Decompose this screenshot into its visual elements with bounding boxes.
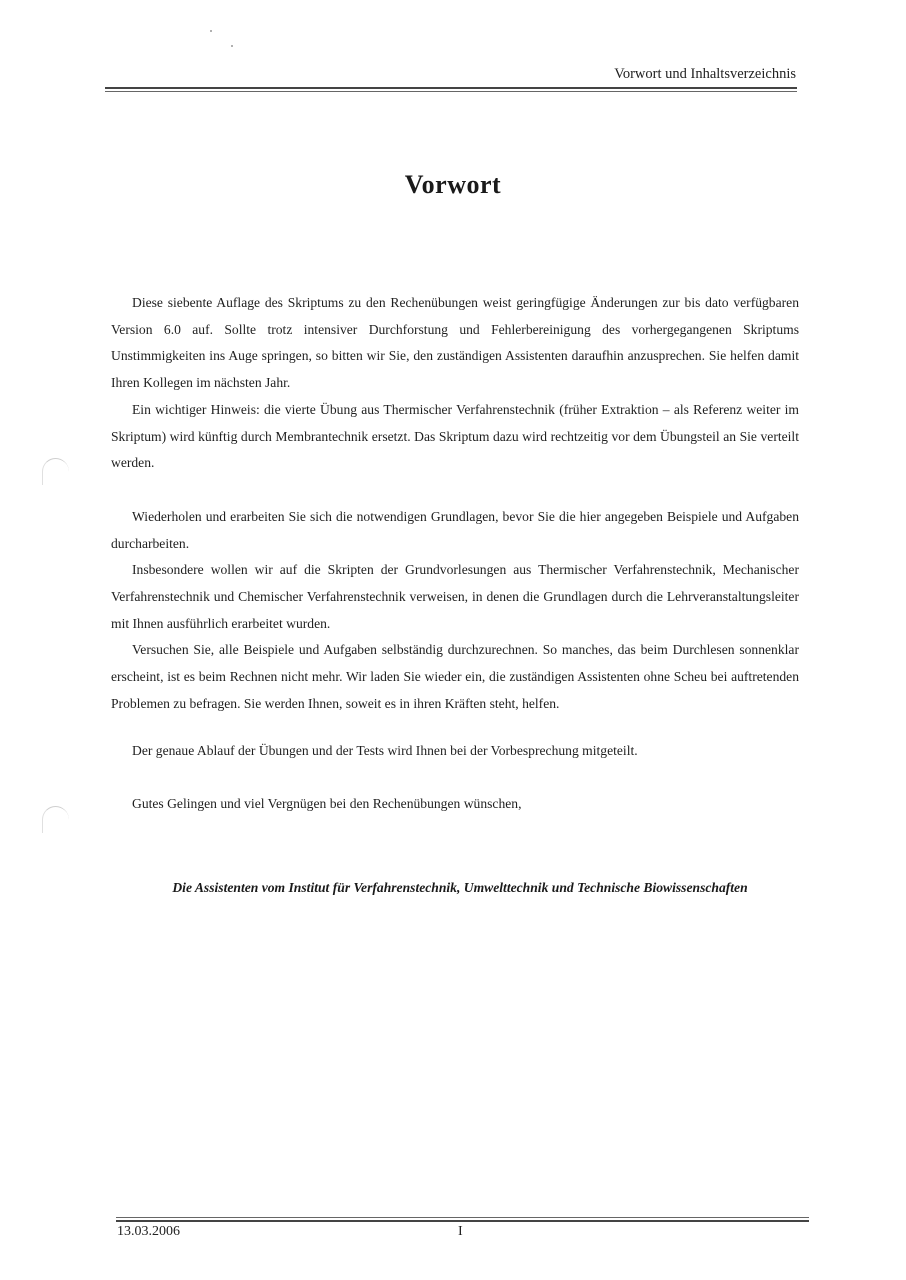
header-rule — [105, 91, 797, 92]
page-number: I — [458, 1224, 463, 1239]
paragraph: Gutes Gelingen und viel Vergnügen bei den Rechenübungen wünschen, — [132, 796, 522, 812]
signature-line: Die Assistenten vom Institut für Verfahrenstechnik, Umwelttechnik und Technische Biowissenschaften — [172, 880, 748, 895]
header-rule — [105, 87, 797, 89]
punch-hole-mark — [42, 458, 69, 485]
paragraph: Diese siebente Auflage des Skriptums zu den Rechenübungen weist geringfügige Änderungen zur bis dato verfügbaren Version 6.0 auf. Sollte trotz intensiver Durchforstung und Fehlerbereinigung des vorhergegangenen Skriptums Unstimmigkeiten ins Auge springen, so bitten wir Sie, den zuständigen Assistenten daraufhin anzusprechen. Sie helfen damit Ihren Kollegen im nächsten Jahr. — [111, 295, 799, 391]
paragraph: Ein wichtiger Hinweis: die vierte Übung aus Thermischer Verfahrenstechnik (früher Extraktion – als Referenz weiter im Skriptum) wird künftig durch Membrantechnik ersetzt. Das Skriptum dazu wird rechtzeitig vor dem Übungsteil an Sie verteilt werden. — [111, 401, 799, 471]
paragraph: Versuchen Sie, alle Beispiele und Aufgaben selbständig durchzurechnen. So manches, das beim Durchlesen sonnenklar erscheint, ist es beim Rechnen nicht mehr. Wir laden Sie wieder ein, die zuständigen Assistenten ohne Scheu bei auftretenden Problemen zu befragen. Sie werden Ihnen, soweit es in ihren Kräften steht, helfen. — [111, 642, 799, 711]
paragraph: Der genaue Ablauf der Übungen und der Tests wird Ihnen bei der Vorbesprechung mitgeteilt. — [132, 742, 638, 758]
running-header: Vorwort und Inhaltsverzeichnis — [614, 66, 796, 82]
page-title: Vorwort — [404, 170, 502, 199]
punch-hole-mark — [42, 806, 69, 833]
paragraph: Wiederholen und erarbeiten Sie sich die notwendigen Grundlagen, bevor Sie die hier angegeben Beispiele und Aufgaben durcharbeiten. — [111, 508, 799, 551]
paragraph: Insbesondere wollen wir auf die Skripten der Grundvorlesungen aus Thermischer Verfahrenstechnik, Mechanischer Verfahrenstechnik und Chemischer Verfahrenstechnik verweisen, in denen die Grundlagen durch die Lehrveranstaltungsleiter mit Ihnen ausführlich erarbeitet wurden. — [111, 562, 799, 631]
footer-date: 13.03.2006 — [117, 1224, 180, 1239]
footer-rule — [116, 1220, 809, 1222]
body-text — [111, 290, 799, 818]
scan-speck — [210, 30, 212, 32]
footer-rule — [116, 1217, 809, 1218]
scan-speck — [231, 45, 233, 47]
